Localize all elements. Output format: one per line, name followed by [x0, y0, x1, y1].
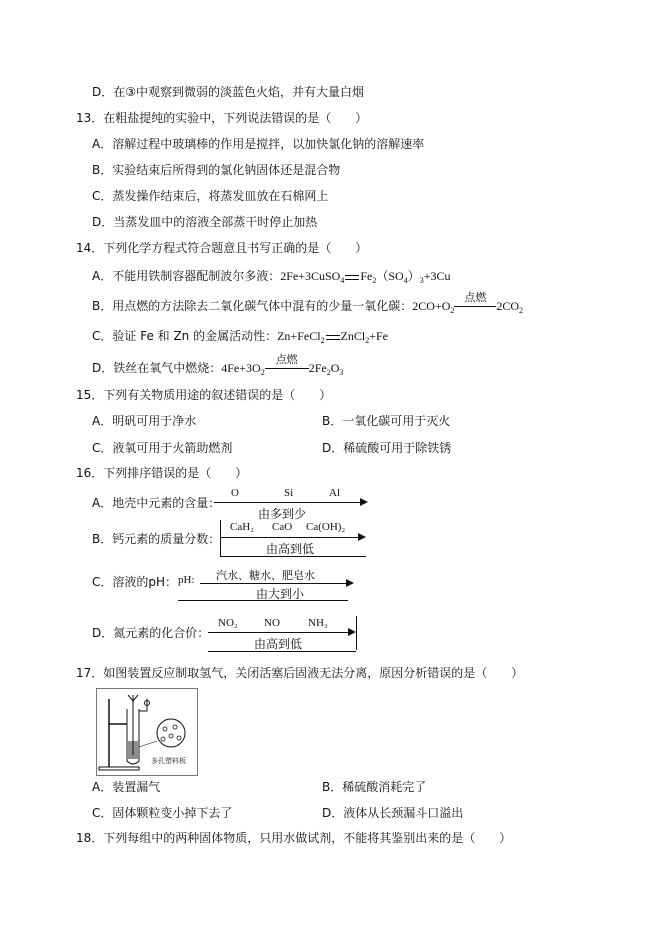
q16-d-item-1: NO₂ — [218, 617, 238, 629]
q16-a-item-3: Al — [329, 487, 340, 499]
q14-b-label: B．用点燃的方法除去二氧化碳气体中混有的少量一氧化碳： — [92, 299, 413, 313]
q13-option-d: D．当蒸发皿中的溶液全部蒸干时停止加热 — [92, 215, 318, 229]
q16-b-arrow-diagram — [220, 520, 370, 558]
q16-b-item-3: Ca(OH)₂ — [306, 521, 346, 533]
q16-b-item-2: CaO — [272, 521, 293, 533]
q16-d-right-bar — [356, 616, 357, 650]
q16-b-underline — [220, 556, 366, 557]
q16-c-underline — [178, 600, 348, 601]
q18-stem: 18．下列每组中的两种固体物质，只用水做试剂，不能将其鉴别出来的是（ ） — [76, 831, 512, 845]
q16-b-arrow-line — [220, 537, 358, 538]
hydrogen-apparatus-figure — [96, 688, 198, 776]
q16-b-order: 由高到低 — [266, 542, 315, 556]
q16-option-a: A．地壳中元素的含量： — [92, 496, 221, 510]
q14-b-equation: $2CO+O_2$ 点燃 $2CO_2$ — [412, 292, 524, 315]
plate-hole — [163, 727, 167, 731]
q15-option-a: A．明矾可用于净水 — [92, 414, 197, 428]
plate-hole — [161, 737, 165, 741]
q16-d-order: 由高到低 — [254, 637, 303, 651]
q16-c-arrow-diagram — [178, 566, 353, 602]
stand-base — [99, 767, 139, 770]
q14-c-equation: Zn+FeCl$_2$ ZnCl$_2$+Fe — [277, 329, 388, 345]
q16-d-arrow-line — [208, 632, 348, 633]
q16-option-d: D．氮元素的化合价： — [92, 626, 210, 640]
q16-a-item-2: Si — [284, 487, 294, 499]
apparatus-drawing — [97, 689, 197, 775]
q13-option-c: C．蒸发操作结束后，将蒸发皿放在石棉网上 — [92, 189, 329, 203]
q15-option-b: B．一氧化碳可用于灭火 — [322, 414, 451, 428]
q14-a-equation: 2Fe+3CuSO$_4$ $Fe_2(SO_4)_3+3Cu$ — [280, 269, 451, 285]
q16-d-underline — [208, 651, 356, 652]
q16-c-order: 由大到小 — [256, 587, 305, 601]
q16-a-order: 由多到少 — [258, 507, 307, 521]
q16-d-item-2: NO — [264, 617, 280, 629]
q16-d-arrowhead — [348, 628, 356, 636]
q14-b-condition: 点燃 — [464, 292, 487, 305]
q12-option-d: D．在③中观察到微弱的淡蓝色火焰，并有大量白烟 — [92, 85, 364, 99]
q16-stem: 16．下列排序错误的是（ ） — [76, 466, 248, 480]
q17-option-d: D．液体从长颈漏斗口溢出 — [322, 806, 464, 820]
plate-hole — [169, 734, 173, 738]
q14-d-label: D．铁丝在氧气中燃烧： — [92, 361, 222, 375]
q13-option-a: A．溶解过程中玻璃棒的作用是搅拌，以加快氯化钠的溶解速率 — [92, 137, 425, 151]
q13-stem: 13．在粗盐提纯的实验中，下列说法错误的是（ ） — [76, 111, 368, 125]
q15-option-d: D．稀硫酸可用于除铁锈 — [322, 441, 452, 455]
q14-d-equation: $4Fe+3O_2$ 点燃 $2Fe_2O_3$ — [221, 354, 344, 377]
q16-c-arrowhead — [346, 579, 354, 587]
q16-option-c: C．溶液的pH： — [92, 575, 178, 589]
q15-stem: 15．下列有关物质用途的叙述错误的是（ ） — [76, 388, 332, 402]
q14-stem: 14．下列化学方程式符合题意且书写正确的是（ ） — [76, 241, 368, 255]
q17-option-b: B．稀硫酸消耗完了 — [322, 780, 427, 794]
q16-c-arrow-line — [200, 583, 346, 584]
pointer-line — [139, 741, 157, 747]
q17-stem: 17．如图装置反应制取氢气，关闭活塞后固液无法分离，原因分析错误的是（ ） — [76, 666, 524, 680]
q16-a-item-1: O — [231, 487, 239, 499]
plate-hole — [177, 736, 181, 740]
q14-option-a — [92, 268, 450, 284]
plate-hole — [173, 725, 177, 729]
q16-c-item: 汽水、糖水、肥皂水 — [216, 569, 315, 582]
porous-plate-view — [157, 719, 185, 747]
q16-option-b: B．钙元素的质量分数： — [92, 532, 221, 546]
q13-option-b: B．实验结束后所得到的氯化钠固体还是混合物 — [92, 163, 341, 177]
q14-d-condition: 点燃 — [275, 354, 298, 367]
q17-option-a: A．装置漏气 — [92, 780, 161, 794]
q15-option-c: C．液氧可用于火箭助燃剂 — [92, 441, 233, 455]
q16-a-arrow-line — [214, 502, 360, 503]
plate-label: 多孔塑料板 — [151, 757, 186, 765]
q14-option-b — [92, 292, 524, 315]
q16-b-left-bar — [220, 520, 221, 556]
q16-b-arrowhead — [358, 533, 366, 541]
q14-a-label: A．不能用铁制容器配制波尔多液： — [92, 269, 281, 283]
q16-d-arrow-diagram — [208, 614, 358, 652]
q16-b-item-1: CaH₂ — [230, 521, 254, 533]
q16-a-arrow-diagram — [214, 486, 374, 520]
q14-option-c — [92, 328, 388, 344]
q14-option-d — [92, 354, 344, 377]
q14-c-label: C．验证 Fe 和 Zn 的金属活动性： — [92, 329, 278, 343]
q16-a-arrowhead — [360, 498, 368, 506]
q17-option-c: C．固体颗粒变小掉下去了 — [92, 806, 233, 820]
q16-c-prefix: pH: — [178, 574, 195, 586]
q16-d-item-3: NH₃ — [308, 617, 328, 629]
